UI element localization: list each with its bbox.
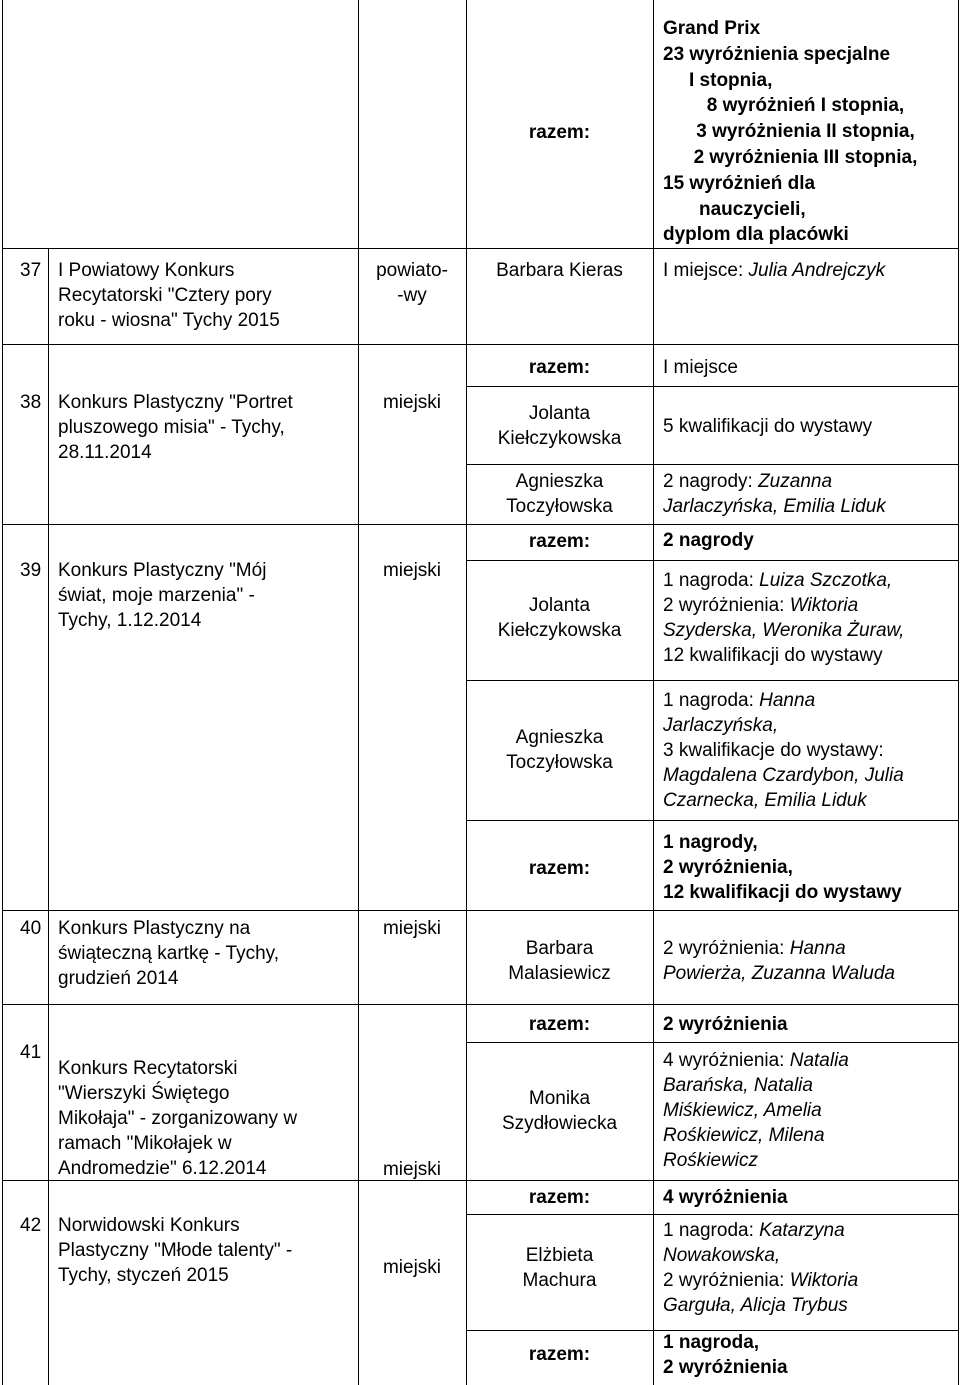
total-label: razem: (528, 1344, 591, 1365)
contest-name-line: Konkurs Plastyczny "Portret (58, 392, 293, 413)
contest-level: miejski (382, 918, 442, 939)
grid-line (466, 464, 959, 465)
result-prefix: 2 wyróżnienia: (663, 938, 790, 959)
result-line: 3 kwalifikacje do wystawy: (663, 740, 884, 761)
teacher-name (466, 1243, 653, 1293)
teacher-name (466, 936, 653, 986)
result (663, 936, 895, 986)
row-number: 39 (20, 560, 42, 581)
grid-line (2, 524, 959, 525)
contest-name-line: 28.11.2014 (58, 442, 152, 463)
winner-names: Szyderska, Weronika Żuraw, (663, 620, 905, 641)
total-value: I miejsce (663, 357, 738, 378)
teacher-name (466, 469, 653, 519)
contest-name-line: Recytatorski "Cztery pory (58, 285, 272, 306)
winner-names: Miśkiewicz, Amelia (663, 1100, 822, 1121)
winner-names: Zuzanna (758, 471, 833, 492)
result (663, 1218, 858, 1318)
contest-level: miejski (382, 392, 442, 413)
winner-names: Czarnecka, Emilia Liduk (663, 790, 867, 811)
total-value: 4 wyróżnienia (663, 1187, 788, 1208)
contest-name (58, 1056, 297, 1181)
contest-name-line: I Powiatowy Konkurs (58, 260, 235, 281)
contest-name-line: Tychy, styczeń 2015 (58, 1265, 229, 1286)
winner-names: Julia Andrejczyk (748, 260, 886, 281)
summary-line: Grand Prix (663, 18, 761, 39)
result-prefix: I miejsce: (663, 260, 749, 281)
result-prefix: 2 wyróżnienia: (663, 595, 790, 616)
summary-line: 8 wyróżnień I stopnia, (706, 95, 905, 117)
contest-name-line: roku - wiosna" Tychy 2015 (58, 310, 280, 331)
teacher-name-line: Toczyłowska (506, 752, 613, 773)
result-prefix: 1 nagroda: (663, 1220, 760, 1241)
teacher-name-line: Jolanta (528, 595, 591, 616)
result-prefix: 2 wyróżnienia: (663, 1270, 790, 1291)
winner-names: Jarlaczyńska, (663, 715, 779, 736)
total-line: 1 nagroda, (663, 1332, 760, 1353)
grid-line (466, 386, 959, 387)
total-summary (653, 16, 958, 248)
contest-name-line: pluszowego misia" - Tychy, (58, 417, 285, 438)
winner-names: Rośkiewicz (663, 1150, 759, 1171)
total-line: 2 wyróżnienia, (663, 857, 793, 878)
contest-name (58, 390, 293, 465)
summary-line: 23 wyróżnienia specjalne (663, 43, 891, 65)
winner-names: Natalia (789, 1050, 849, 1071)
contest-name-line: świat, moje marzenia" - (58, 585, 255, 606)
winner-names: Jarlaczyńska, Emilia Liduk (663, 496, 886, 517)
contest-level: miejski (382, 1159, 442, 1180)
winner-names: Wiktoria (789, 1270, 859, 1291)
total-value (663, 1330, 788, 1380)
teacher-name-line: Agnieszka (515, 727, 604, 748)
contest-name (58, 558, 266, 633)
contest-level (358, 258, 466, 308)
teacher-name-line: Toczyłowska (506, 496, 613, 517)
winner-names: Hanna (789, 938, 846, 959)
total-label: razem: (528, 357, 591, 378)
teacher-name-line: Monika (528, 1088, 591, 1109)
contest-name-line: Mikołaja" - zorganizowany w (58, 1108, 298, 1129)
grid-line (466, 1042, 959, 1043)
total-value (663, 830, 902, 905)
contest-name-line: "Wierszyki Świętego (58, 1083, 230, 1104)
total-line: 12 kwalifikacji do wystawy (663, 882, 902, 903)
grid-line (2, 0, 3, 1385)
winner-names: Wiktoria (789, 595, 859, 616)
contest-level: miejski (382, 560, 442, 581)
result-prefix: 2 nagrody: (663, 471, 759, 492)
summary-line: 3 wyróżnienia II stopnia, (696, 121, 915, 143)
result (663, 1048, 849, 1173)
contest-name (58, 1213, 292, 1288)
teacher-name-line: Szydłowiecka (501, 1113, 618, 1134)
grid-line (2, 910, 959, 911)
result: 5 kwalifikacji do wystawy (663, 416, 873, 437)
grid-line (466, 680, 959, 681)
contest-name-line: ramach "Mikołajek w (58, 1133, 232, 1154)
teacher-name (466, 725, 653, 775)
result-prefix: 1 nagroda: (663, 690, 760, 711)
contest-name-line: świąteczną kartkę - Tychy, (58, 943, 280, 964)
total-label: razem: (528, 858, 591, 879)
result (663, 469, 886, 519)
contest-name-line: grudzień 2014 (58, 968, 179, 989)
total-value: 2 nagrody (663, 530, 754, 551)
winner-names: Rośkiewicz, Milena (663, 1125, 825, 1146)
total-label: razem: (528, 1187, 591, 1208)
teacher-name (466, 1086, 653, 1136)
winner-names: Katarzyna (759, 1220, 845, 1241)
summary-line: 15 wyróżnień dla (663, 172, 816, 194)
grid-line (466, 820, 959, 821)
teacher-name-line: Malasiewicz (508, 963, 611, 984)
result-prefix: 4 wyróżnienia: (663, 1050, 790, 1071)
contest-name-line: Konkurs Plastyczny "Mój (58, 560, 267, 581)
grid-line (48, 248, 49, 1385)
winner-names: Magdalena Czardybon, Julia (663, 765, 904, 786)
teacher-name-line: Elżbieta (525, 1245, 594, 1266)
contest-level: miejski (382, 1257, 442, 1278)
teacher-name (466, 401, 653, 451)
summary-line: dyplom dla placówki (663, 224, 849, 246)
grid-line (2, 1004, 959, 1005)
total-label: razem: (528, 531, 591, 552)
row-number: 37 (20, 260, 42, 281)
row-number: 41 (20, 1042, 42, 1063)
teacher-name: Barbara Kieras (496, 260, 623, 281)
level-line: powiato- (376, 260, 448, 281)
teacher-name-line: Kiełczykowska (497, 620, 622, 641)
teacher-name-line: Machura (522, 1270, 597, 1291)
teacher-name-line: Agnieszka (515, 471, 604, 492)
winner-names: Garguła, Alicja Trybus (663, 1295, 848, 1316)
summary-line: I stopnia, (689, 69, 773, 91)
result-prefix: 1 nagroda: (663, 570, 760, 591)
winner-names: Powierża, Zuzanna Waluda (663, 963, 895, 984)
row-number: 38 (20, 392, 42, 413)
contest-name-line: Norwidowski Konkurs (58, 1215, 240, 1236)
total-line: 2 wyróżnienia (663, 1357, 788, 1378)
grid-line (466, 560, 959, 561)
teacher-name-line: Jolanta (528, 403, 591, 424)
total-value: 2 wyróżnienia (663, 1014, 788, 1035)
contest-name-line: Andromedzie" 6.12.2014 (58, 1158, 267, 1179)
contest-name-line: Konkurs Plastyczny na (58, 918, 251, 939)
teacher-name-line: Kiełczykowska (497, 428, 622, 449)
level-line: -wy (397, 285, 427, 306)
winner-names: Nowakowska, (663, 1245, 781, 1266)
total-label: razem: (528, 1014, 591, 1035)
contest-name (58, 258, 280, 333)
contest-name-line: Plastyczny "Młode talenty" - (58, 1240, 293, 1261)
result (663, 258, 885, 283)
teacher-name (466, 593, 653, 643)
grid-line (2, 344, 959, 345)
result (663, 568, 904, 668)
contest-name-line: Tychy, 1.12.2014 (58, 610, 202, 631)
result (663, 688, 904, 813)
row-number: 40 (20, 918, 42, 939)
contest-name-line: Konkurs Recytatorski (58, 1058, 238, 1079)
teacher-name-line: Barbara (525, 938, 594, 959)
winner-names: Barańska, Natalia (663, 1075, 813, 1096)
summary-line: 2 wyróżnienia III stopnia, (693, 146, 918, 168)
total-line: 1 nagrody, (663, 832, 758, 853)
result-line: 12 kwalifikacji do wystawy (663, 645, 883, 666)
winner-names: Hanna (759, 690, 816, 711)
grid-line (958, 0, 959, 1385)
contest-name (58, 916, 279, 991)
total-label: razem: (528, 122, 591, 143)
summary-line: nauczycieli, (699, 198, 806, 220)
grid-line (466, 1214, 959, 1215)
winner-names: Luiza Szczotka, (759, 570, 893, 591)
grid-line (466, 0, 467, 1385)
row-number: 42 (20, 1215, 42, 1236)
